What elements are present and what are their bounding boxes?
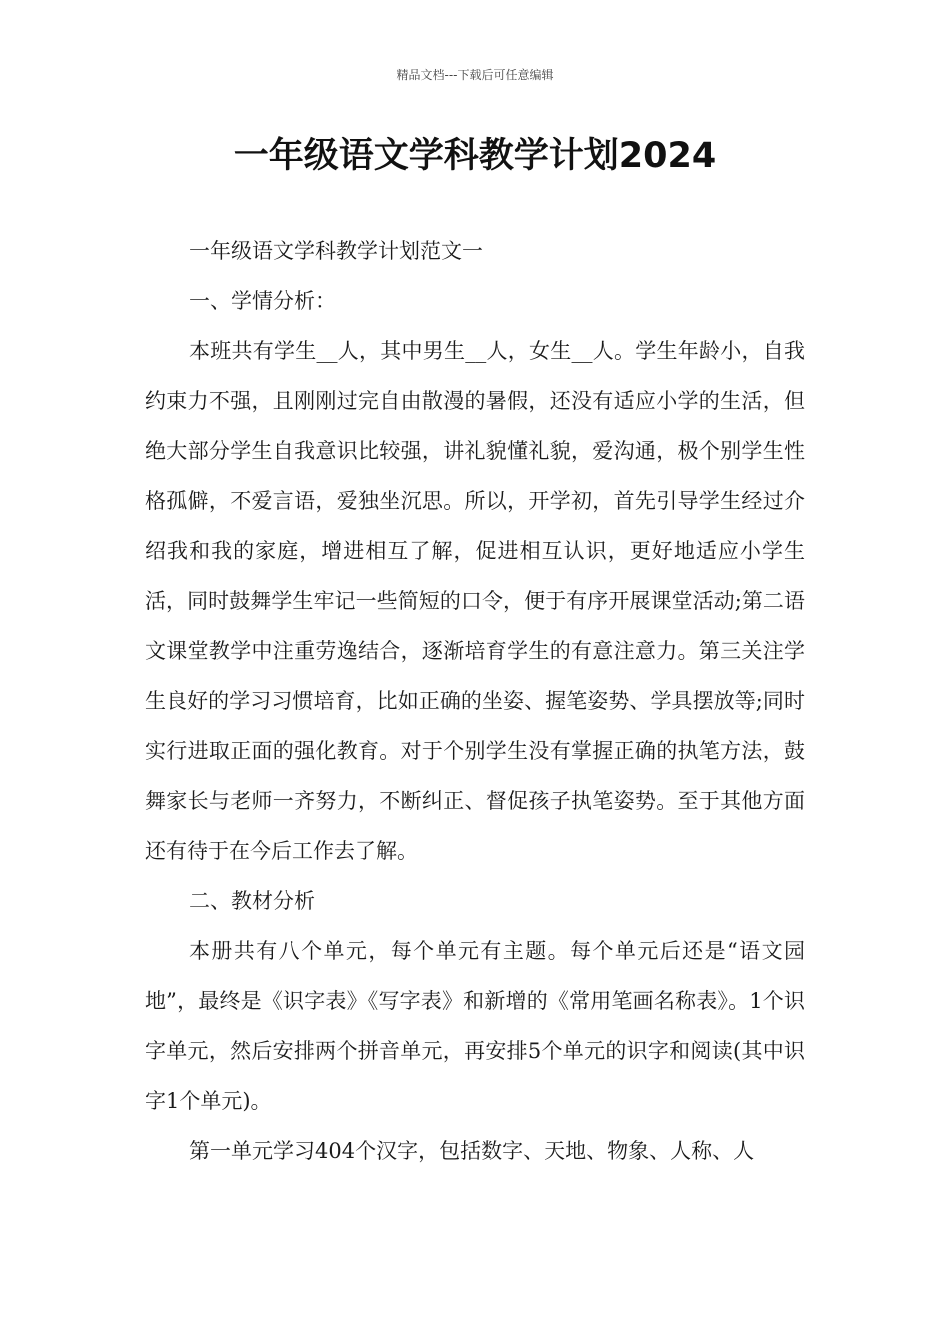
document-body [145, 226, 805, 1176]
section-heading-student-analysis: 一、学情分析： [189, 289, 336, 313]
section-heading-textbook-analysis: 二、教材分析 [189, 889, 315, 913]
page-header-note: 精品文档---下载后可任意编辑 [396, 68, 554, 82]
paragraph-textbook-analysis: 本册共有八个单元，每个单元有主题。每个单元后还是“语文园地”，最终是《识字表》《写字表》和新增的《常用笔画名称表》。1个识字单元，然后安排两个拼音单元，再安排5个单元的识字和阅读(其中识字1个单元)。 [145, 939, 805, 1113]
paragraph-student-analysis: 本班共有学生__人，其中男生__人，女生__人。学生年龄小，自我约束力不强，且刚刚过完自由散漫的暑假，还没有适应小学的生活，但绝大部分学生自我意识比较强，讲礼貌懂礼貌，爱沟通，极个别学生性格孤僻，不爱言语，爱独坐沉思。所以，开学初，首先引导学生经过介绍我和我的家庭，增进相互了解，促进相互认识，更好地适应小学生活，同时鼓舞学生牢记一些简短的口令，便于有序开展课堂活动;第二语文课堂教学中注重劳逸结合，逐渐培育学生的有意注意力。第三关注学生良好的学习习惯培育，比如正确的坐姿、握笔姿势、学具摆放等;同时实行进取正面的强化教育。对于个别学生没有掌握正确的执笔方法，鼓舞家长与老师一齐努力，不断纠正、督促孩子执笔姿势。至于其他方面还有待于在今后工作去了解。 [145, 339, 805, 863]
section-heading-plan: 一年级语文学科教学计划范文一 [189, 239, 483, 263]
paragraph-unit-one: 第一单元学习404个汉字，包括数字、天地、物象、人称、人 [189, 1139, 755, 1163]
document-title: 一年级语文学科教学计划2024 [233, 136, 717, 176]
